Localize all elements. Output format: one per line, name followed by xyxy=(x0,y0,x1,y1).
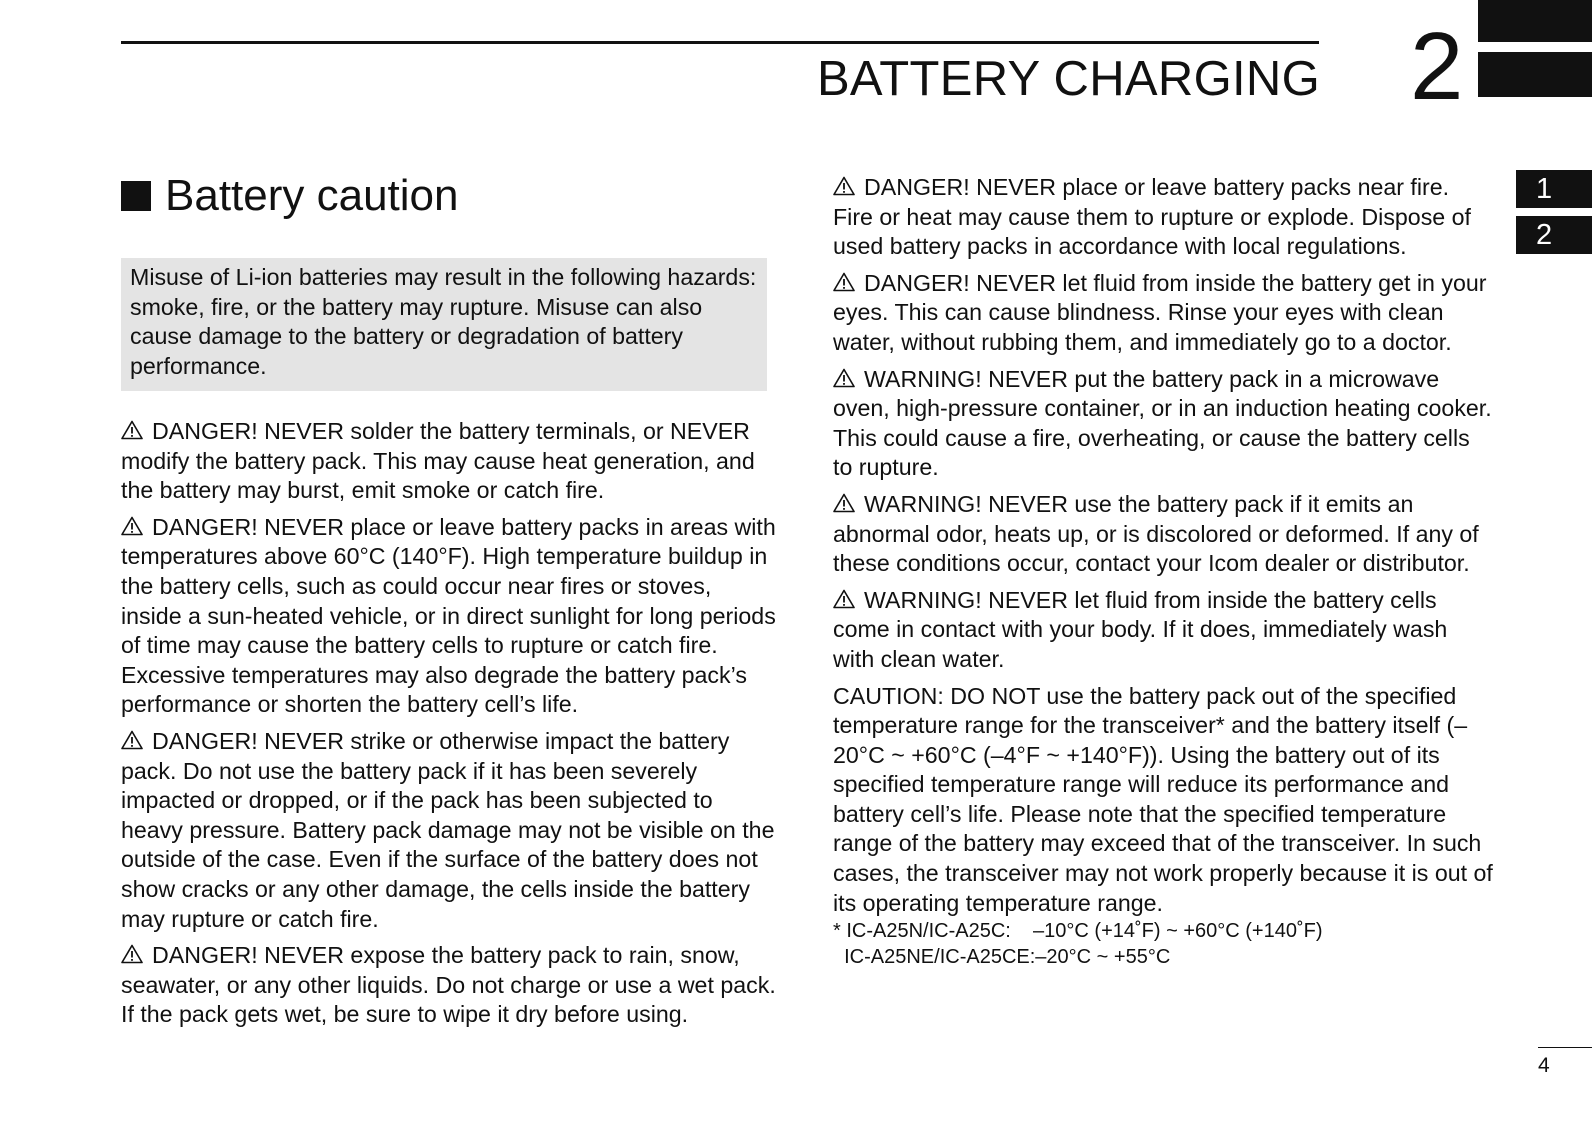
warning-triangle-icon xyxy=(121,516,146,536)
caution-text: CAUTION: DO NOT use the battery pack out of the specified temperature range for the transceiver* and the battery itself (–20°C ~ +60°C (–4°F ~ +140°F)). Using the battery out of its specified temperature range will reduce its performance and battery cell’s life. Please note that the specified temperature range of the battery may exceed that of the transceiver. In such cases, the transceiver may not work properly because it is out of its operating temperature range. xyxy=(833,682,1493,916)
page-number: 4 xyxy=(1538,1054,1550,1077)
footnote-line: IC-A25NE/IC-A25CE:–20°C ~ +55°C xyxy=(833,946,1171,969)
caution-paragraph xyxy=(121,727,776,934)
warning-triangle-icon xyxy=(833,589,858,609)
warning-triangle-icon xyxy=(833,493,858,513)
caution-paragraph xyxy=(833,269,1493,358)
page-number-rule xyxy=(1538,1047,1592,1048)
caution-paragraph xyxy=(121,941,776,1030)
warning-triangle-icon xyxy=(121,730,146,750)
warning-triangle-icon xyxy=(833,272,858,292)
section-heading-text: Battery caution xyxy=(165,171,459,220)
caution-text: DANGER! NEVER place or leave battery packs near fire. Fire or heat may cause them to rupture or explode. Dispose of used battery packs in accordance with local regulations. xyxy=(833,174,1471,260)
caution-text: WARNING! NEVER put the battery pack in a microwave oven, high-pressure container, or in an induction heating cooker. This could cause a fire, overheating, or cause the battery cells to rupture. xyxy=(833,365,1492,481)
caution-text: WARNING! NEVER let fluid from inside the battery cells come in contact with your body. If it does, immediately wash with clean water. xyxy=(833,586,1448,672)
intro-box: Misuse of Li-ion batteries may result in the following hazards: smoke, fire, or the battery may rupture. Misuse can also cause damage to the battery or degradation of battery performance. xyxy=(121,258,767,391)
caution-paragraph xyxy=(833,490,1493,579)
section-heading xyxy=(121,168,459,224)
right-column xyxy=(833,173,1493,970)
chapter-tab-2[interactable]: 2 xyxy=(1516,216,1592,254)
chapter-title: BATTERY CHARGING xyxy=(816,52,1320,106)
caution-paragraph xyxy=(833,365,1493,483)
caution-text: DANGER! NEVER expose the battery pack to rain, snow, seawater, or any other liquids. Do not charge or use a wet pack. If the pack gets wet, be sure to wipe it dry before using. xyxy=(121,942,776,1028)
caution-paragraph xyxy=(833,173,1493,262)
black-square-icon xyxy=(121,181,151,211)
caution-text: DANGER! NEVER place or leave battery packs in areas with temperatures above 60°C (140°F). High temperature buildup in the battery cells, such as could occur near fires or stoves, inside a sun-heated vehicle, or in direct sunlight for long periods of time may cause the battery cells to rupture or catch fire. Excessive temperatures may also degrade the battery pack’s performance or shorten the battery cell’s life. xyxy=(121,513,776,718)
caution-text: WARNING! NEVER use the battery pack if it emits an abnormal odor, heats up, or is discolored or deformed. If any of these conditions occur, contact your Icom dealer or distributor. xyxy=(833,490,1479,577)
caution-paragraph xyxy=(833,586,1493,675)
caution-paragraph xyxy=(121,513,776,720)
caution-text: DANGER! NEVER solder the battery terminals, or NEVER modify the battery pack. This may cause heat generation, and the battery may burst, emit smoke or catch fire. xyxy=(121,418,755,504)
footnote-line: * IC-A25N/IC-A25C: –10°C (+14˚F) ~ +60°C (+140˚F) xyxy=(833,920,1323,943)
warning-triangle-icon xyxy=(833,176,858,196)
warning-triangle-icon xyxy=(833,368,858,388)
caution-text: DANGER! NEVER let fluid from inside the battery get in your eyes. This can cause blindness. Rinse your eyes with clean water, without rubbing them, and immediately go to a doctor. xyxy=(833,269,1487,355)
corner-block-bottom xyxy=(1478,52,1592,97)
temperature-footnote xyxy=(833,918,1493,970)
left-column xyxy=(121,417,776,1037)
corner-block-top xyxy=(1478,0,1592,42)
warning-triangle-icon xyxy=(121,420,146,440)
caution-text: DANGER! NEVER strike or otherwise impact the battery pack. Do not use the battery pack if it has been severely impacted or dropped, or if the pack has been subjected to heavy pressure. Battery pack damage may not be visible on the outside of the case. Even if the surface of the battery does not show cracks or any other damage, the cells inside the battery may rupture or catch fire. xyxy=(121,727,775,932)
warning-triangle-icon xyxy=(121,944,146,964)
chapter-tab-1[interactable]: 1 xyxy=(1516,170,1592,208)
caution-paragraph xyxy=(833,682,1493,919)
chapter-number: 2 xyxy=(1410,13,1464,120)
header-rule xyxy=(121,41,1319,44)
caution-paragraph xyxy=(121,417,776,506)
